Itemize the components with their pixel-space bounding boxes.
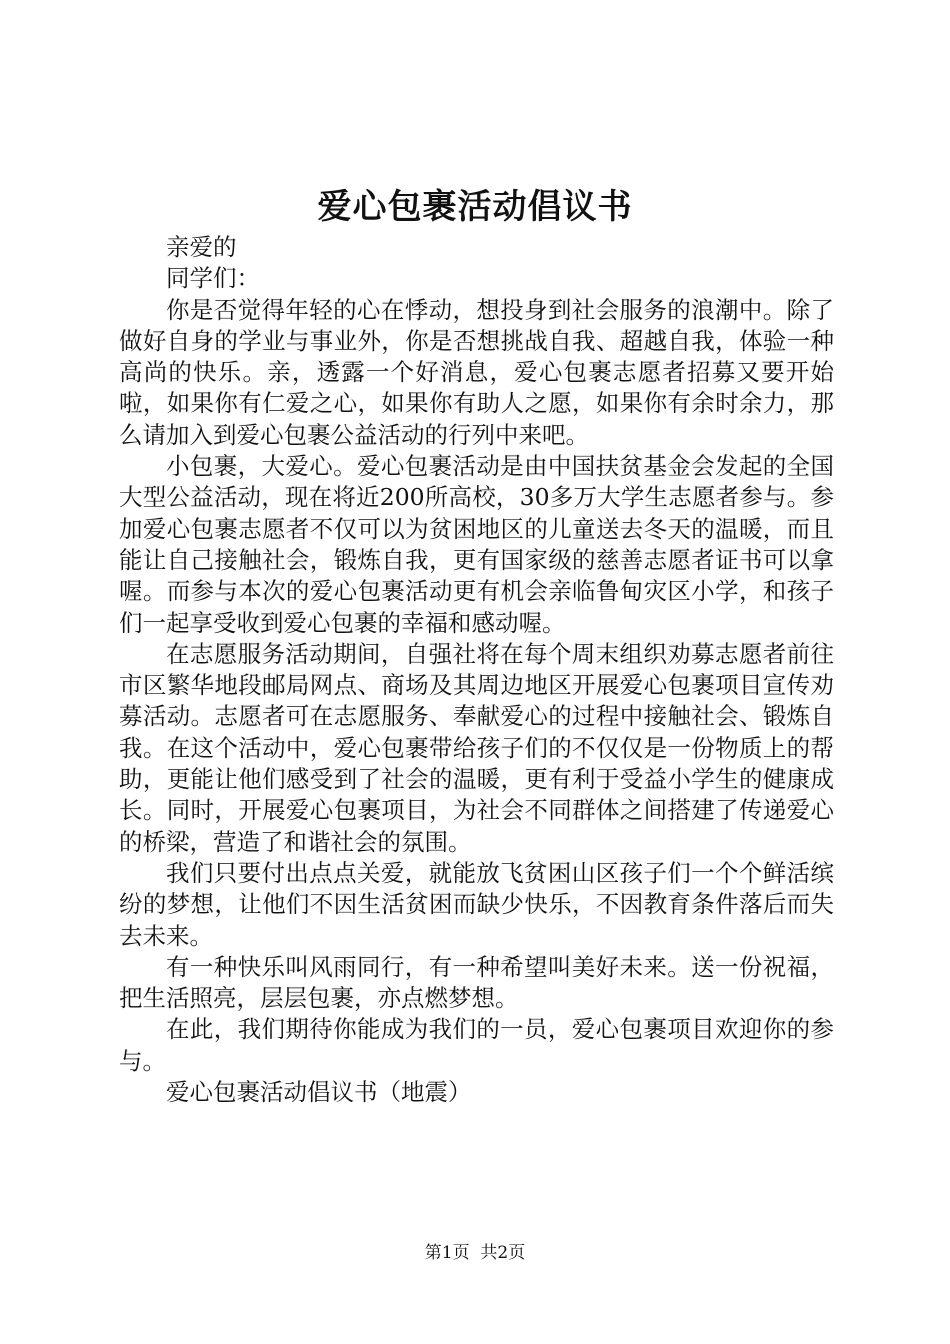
page-footer [0, 1242, 950, 1264]
greeting-line: 亲爱的 [166, 233, 237, 261]
greeting-line: 同学们： [166, 264, 260, 293]
body-paragraph: 小包裹，大爱心。爱心包裹活动是由中国扶贫基金会发起的全国大型公益活动，现在将近200所高校，30多万大学生志愿者参与。参加爱心包裹志愿者不仅可以为贫困地区的儿童送去冬天的温暖，而且能让自己接触社会，锻炼自我，更有国家级的慈善志愿者证书可以拿喔。而参与本次的爱心包裹活动更有机会亲临鲁甸灾区小学，和孩子们一起享受收到爱心包裹的幸福和感动喔。 [119, 452, 834, 637]
page-total: 共2页 [480, 1243, 526, 1263]
body-paragraph: 有一种快乐叫风雨同行，有一种希望叫美好未来。送一份祝福，把生活照亮，层层包裹，亦点燃梦想。 [119, 952, 834, 1013]
page-number: 第1页 [424, 1243, 470, 1263]
body-paragraph: 在志愿服务活动期间，自强社将在每个周末组织劝募志愿者前往市区繁华地段邮局网点、商场及其周边地区开展爱心包裹项目宣传劝募活动。志愿者可在志愿服务、奉献爱心的过程中接触社会、锻炼自我。在这个活动中，爱心包裹带给孩子们的不仅仅是一份物质上的帮助，更能让他们感受到了社会的温暖，更有利于受益小学生的健康成长。同时，开展爱心包裹项目，为社会不同群体之间搭建了传递爱心的桥梁，营造了和谐社会的氛围。 [119, 639, 834, 856]
document-body [119, 232, 834, 1108]
subheading-line: 爱心包裹活动倡议书（地震） [166, 1078, 472, 1107]
body-paragraph: 在此，我们期待你能成为我们的一员，爱心包裹项目欢迎你的参与。 [119, 1015, 834, 1075]
body-paragraph: 我们只要付出点点关爱，就能放飞贫困山区孩子们一个个鲜活缤纷的梦想，让他们不因生活贫困而缺少快乐，不因教育条件落后而失去未来。 [119, 858, 834, 950]
body-paragraph: 你是否觉得年轻的心在悸动，想投身到社会服务的浪潮中。除了做好自身的学业与事业外，你是否想挑战自我、超越自我，体验一种高尚的快乐。亲，透露一个好消息，爱心包裹志愿者招募又要开始啦，如果你有仁爱之心，如果你有助人之愿，如果你有余时余力，那么请加入到爱心包裹公益活动的行列中来吧。 [119, 295, 834, 449]
document-title: 爱心包裹活动倡议书 [317, 187, 633, 227]
